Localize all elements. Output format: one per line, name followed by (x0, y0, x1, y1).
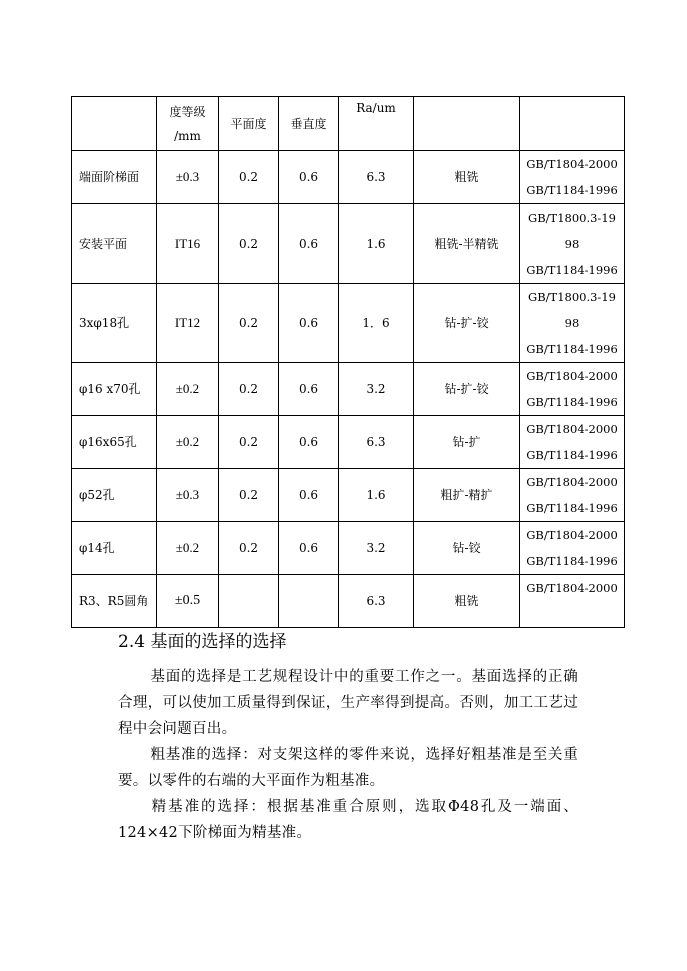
row-name-cell: 端面阶梯面 (72, 151, 157, 204)
row-roughness-cell: 6.3 (339, 151, 414, 204)
row-flatness-cell: 0.2 (219, 416, 279, 469)
row-perpendicularity-cell: 0.6 (279, 522, 339, 575)
row-method-cell: 粗扩-精扩 (414, 469, 520, 522)
paragraph-2-text: 粗基准的选择：对支架这样的零件来说，选择好粗基准是至关重要。以零件的右端的大平面作为粗基准。 (118, 747, 578, 789)
row-name-cell: φ16 x70孔 (72, 363, 157, 416)
row-tolerance-cell: IT16 (157, 204, 219, 284)
standard-line: 98 (564, 316, 580, 330)
row-standard-cell (520, 284, 625, 363)
standard-line: GB/T1804-2000 (526, 581, 618, 595)
row-tolerance-cell: ±0.5 (157, 575, 219, 628)
row-name-cell: 3xφ18孔 (72, 284, 157, 363)
paragraph-1-text: 基面的选择是工艺规程设计中的重要工作之一。基面选择的正确合理，可以使加工质量得到保证，生产率得到提高。否则，加工工艺过程中会问题百出。 (118, 669, 578, 737)
row-standard-cell (520, 204, 625, 284)
standard-line: GB/T1184-1996 (526, 554, 618, 568)
row-standard-cell (520, 522, 625, 575)
standard-line: GB/T1184-1996 (526, 448, 618, 462)
row-roughness-cell: 3.2 (339, 363, 414, 416)
row-method-cell: 钻-铰 (414, 522, 520, 575)
standard-line: GB/T1800.3-19 (528, 210, 616, 225)
header-tolerance-line1: 度等级 (169, 104, 206, 119)
row-flatness-cell: 0.2 (219, 284, 279, 363)
row-tolerance-cell: ±0.2 (157, 363, 219, 416)
row-name-cell: φ14孔 (72, 522, 157, 575)
standard-line: GB/T1800.3-19 (528, 290, 616, 304)
row-roughness-cell: 6.3 (339, 416, 414, 469)
row-standard-cell (520, 363, 625, 416)
row-perpendicularity-cell (279, 575, 339, 628)
row-method-cell: 粗铣 (414, 575, 520, 628)
row-name-cell: R3、R5圆角 (72, 575, 157, 628)
standard-line: GB/T1804-2000 (526, 157, 618, 171)
row-method-cell: 粗铣 (414, 151, 520, 204)
table-row (72, 416, 625, 469)
table-row (72, 469, 625, 522)
standard-line: GB/T1184-1996 (526, 262, 618, 277)
standard-line: GB/T1184-1996 (526, 183, 618, 197)
standard-line: GB/T1804-2000 (526, 422, 618, 436)
row-tolerance-cell: ±0.2 (157, 416, 219, 469)
row-tolerance-cell: ±0.3 (157, 469, 219, 522)
standard-line: GB/T1804-2000 (526, 475, 618, 489)
table-row (72, 363, 625, 416)
row-tolerance-cell: IT12 (157, 284, 219, 363)
row-standard-cell (520, 151, 625, 204)
table-row (72, 522, 625, 575)
header-tolerance (157, 97, 219, 151)
row-perpendicularity-cell: 0.6 (279, 151, 339, 204)
standard-line: GB/T1804-2000 (526, 369, 618, 383)
row-tolerance-cell: ±0.3 (157, 151, 219, 204)
row-method-cell: 钻-扩 (414, 416, 520, 469)
row-perpendicularity-cell: 0.6 (279, 416, 339, 469)
row-roughness-cell: 1．6 (339, 284, 414, 363)
row-perpendicularity-cell: 0.6 (279, 284, 339, 363)
row-standard-cell (520, 575, 625, 628)
row-name-cell: φ52孔 (72, 469, 157, 522)
row-roughness-cell: 1.6 (339, 469, 414, 522)
row-perpendicularity-cell: 0.6 (279, 363, 339, 416)
row-roughness-cell: 1.6 (339, 204, 414, 284)
paragraph-3-text: 精基准的选择：根据基准重合原则，选取Φ48孔及一端面、124×42下阶梯面为精基准。 (118, 799, 578, 841)
row-name-cell: φ16x65孔 (72, 416, 157, 469)
row-flatness-cell: 0.2 (219, 469, 279, 522)
row-method-cell: 钻-扩-铰 (414, 284, 520, 363)
header-roughness: Ra/um (339, 97, 414, 151)
row-perpendicularity-cell: 0.6 (279, 204, 339, 284)
row-roughness-cell: 6.3 (339, 575, 414, 628)
paragraph-2 (118, 742, 578, 794)
table-row (72, 204, 625, 284)
header-tolerance-line2: /mm (174, 128, 201, 143)
table-row (72, 575, 625, 628)
row-tolerance-cell: ±0.2 (157, 522, 219, 575)
standard-line: GB/T1184-1996 (526, 501, 618, 515)
row-standard-cell (520, 416, 625, 469)
standard-line: 98 (564, 236, 580, 251)
standard-line: GB/T1184-1996 (526, 395, 618, 409)
row-flatness-cell: 0.2 (219, 363, 279, 416)
header-flatness: 平面度 (219, 97, 279, 151)
tolerance-table (71, 96, 625, 628)
header-empty-cell (72, 97, 157, 151)
row-perpendicularity-cell: 0.6 (279, 469, 339, 522)
table-row (72, 284, 625, 363)
header-method (414, 97, 520, 151)
row-name-cell: 安装平面 (72, 204, 157, 284)
row-standard-cell (520, 469, 625, 522)
row-flatness-cell: 0.2 (219, 522, 279, 575)
row-method-cell: 钻-扩-铰 (414, 363, 520, 416)
standard-line: GB/T1804-2000 (526, 528, 618, 542)
header-perpendicularity: 垂直度 (279, 97, 339, 151)
row-method-cell: 粗铣-半精铣 (414, 204, 520, 284)
row-flatness-cell (219, 575, 279, 628)
row-flatness-cell: 0.2 (219, 151, 279, 204)
header-standard (520, 97, 625, 151)
paragraph-3 (118, 794, 578, 846)
paragraph-1 (118, 664, 578, 742)
row-flatness-cell: 0.2 (219, 204, 279, 284)
row-roughness-cell: 3.2 (339, 522, 414, 575)
section-heading: 2.4 基面的选择的选择 (118, 632, 287, 652)
table-row (72, 151, 625, 204)
standard-line: GB/T1184-1996 (526, 342, 618, 356)
table-header-row (72, 97, 625, 151)
